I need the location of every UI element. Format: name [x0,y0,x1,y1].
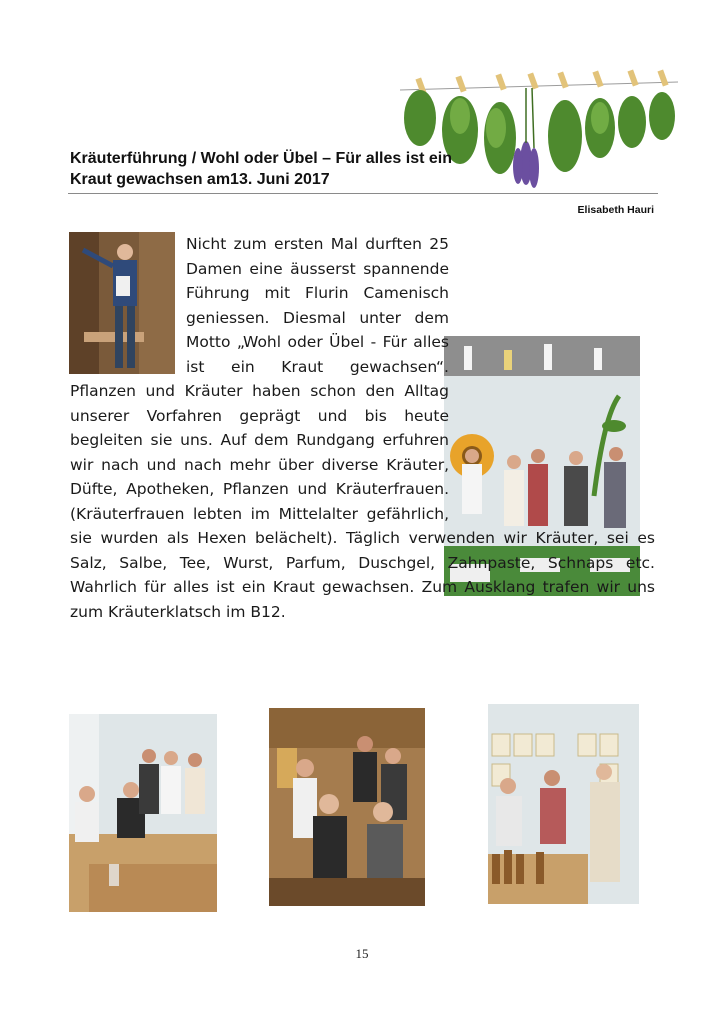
text-wrap-left [70,232,176,374]
article-body-text: Nicht zum ersten Mal durften 25 Damen eine äusserst spannende Führung mit Flurin Camenisch geniessen. Diesmal unter dem Motto „Wohl oder Übel - Für alles ist ein Kraut gewachsen“. Pflanzen und Kräuter haben schon den Alltag unserer Vorfahren geprägt und bis heute begleiten sie uns. Auf dem Rundgang erfuhren wir nach und nach mehr über diverse Kräuter, Düfte, Apotheken, Pflanzen und Kräuterfrauen. (Kräuterfrauen lebten im Mittelalter gefährlich, sie wurden als Hexen belächelt). Täglich verwenden wir Kräuter, sei es Salz, Salbe, Tee, Wurst, Parfum, Duschgel, Zahnpaste, Schnaps etc. Wahrlich für alles ist ein Kraut gewachsen. Zum Ausklang trafen wir uns zum Kräuterklatsch im B12. [70,235,655,621]
photo-women-at-table [69,714,217,912]
photo-women-listening [269,708,425,906]
article-body [70,232,655,624]
page-number: 15 [355,946,369,961]
article-title: Kräuterführung / Wohl oder Übel – Für alles ist ein Kraut gewachsen am13. Juni 2017 [70,150,452,188]
photo-women-with-pictures [488,704,639,904]
text-wrap-right [459,236,655,498]
title-divider [68,193,658,194]
article-author: Elisabeth Hauri [577,204,654,216]
